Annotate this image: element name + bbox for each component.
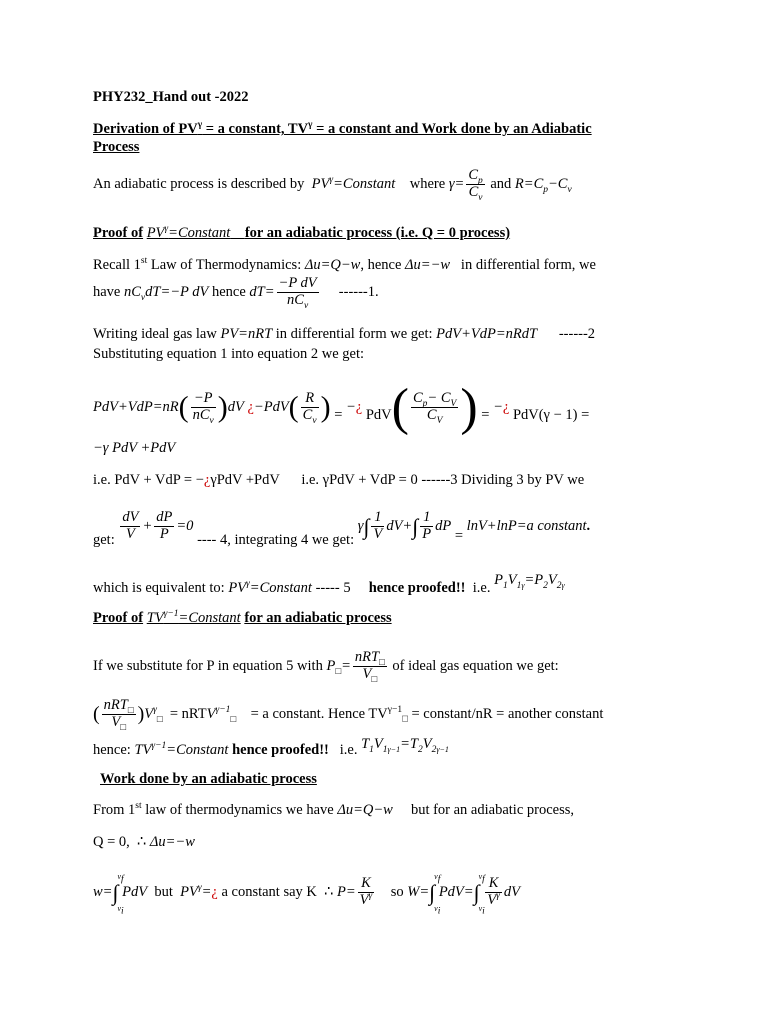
document-title: PHY232_Hand out -2022 (93, 89, 249, 105)
tv-constant-result: hence: $TV^{\gamma-1}=Constant$ hence proofed!! i.e. $T_1V_{1\gamma-1}=T_2V_{2\gamma-1}$ (93, 736, 449, 758)
equation-4: get: $\frac{dV}{V}$ + $\frac{dP}{P}$ =0 ---- 4, integrating 4 we get: γ∫ $\frac{1}{V}$ dV+∫ $\frac{1}{P}$ dP = lnV+lnP=a constant. (93, 509, 591, 548)
work-heading: Work done by an adiabatic process (100, 771, 317, 787)
equation-1: have $nC_vdT=-P$ dV hence dT= $\frac{\text{−P dV}}{nC_v}$ ------1. (93, 275, 379, 311)
equation-5: which is equivalent to: $PV^\gamma=Constant$ ----- 5 hence proofed!! i.e. $P_1V_{1\gamma}=P_2V_{2\gamma}$ (93, 572, 565, 596)
equation-2: Writing ideal gas law PV=nRT in differential form we get: PdV+VdP=nRdT ------2 (93, 326, 596, 342)
tv-constant-line: ( $\frac{nRT_□}{V_□}$ )$V^\gamma_□$ = nRTV$^{\gamma-1}_□$ = a constant. Hence $TV^{\gamma-1}_□$ = constant/nR = another constant (93, 697, 604, 733)
substituted-equation: PdV+VdP=nR( $\frac{-P}{nC_v}$ )dV ¿−PdV( $\frac{R}{C_v}$ ) = −¿ PdV( $\frac{C_p- C_V}{C_V}$ ) = −¿ PdV(γ − 1) = (93, 379, 590, 436)
substituting-text: Substituting equation 1 into equation 2 we get: (93, 346, 365, 362)
intro-paragraph: An adiabatic process is described by $PV^\gamma=Constant$ where γ= $\frac{C_p}{C_v}$ and $R=C_p-C_v$ (93, 167, 572, 203)
first-law-line: From 1st law of thermodynamics we have Δu=Q−w but for an adiabatic process, (93, 801, 574, 818)
proof-heading-tv: Proof of $TV^{\gamma-1}=Constant$ for an adiabatic process (93, 609, 392, 626)
work-integral: w=∫ $v_f$ $v_i$ PdV but $PV^\gamma=¿$ a constant say K ∴ P= $\frac{K}{V^\gamma}$ so W=∫ $v_f$ $v_i$ PdV=∫ $v_f$ $v_i$ $\frac{K}{V^\gamma}$ dV (93, 871, 520, 917)
equation-continuation: −γ PdV +PdV (93, 440, 176, 456)
q-zero-line: Q = 0, ∴ Δu=−w (93, 834, 195, 850)
recall-first-law: Recall 1st Law of Thermodynamics: Δu=Q−w, hence Δu=−w in differential form, we (93, 256, 596, 273)
substitute-p-text: If we substitute for P in equation 5 with $P_□=$ $\frac{nRT_□}{V_□}$ of ideal gas equation we get: (93, 649, 559, 685)
section-heading-derivation: Derivation of $PV^\gamma = a$ constant, $TV^\gamma = a$ constant and Work done by an Adiabatic (93, 120, 592, 137)
section-heading-derivation-cont: Process (93, 139, 140, 155)
equation-3: i.e. PdV + VdP = −¿γPdV +PdV i.e. γPdV + VdP = 0 ------3 Dividing 3 by PV we (93, 472, 585, 488)
proof-heading-pv: Proof of $PV^\gamma=Constant$ for an adiabatic process (i.e. Q = 0 process) (93, 224, 511, 241)
